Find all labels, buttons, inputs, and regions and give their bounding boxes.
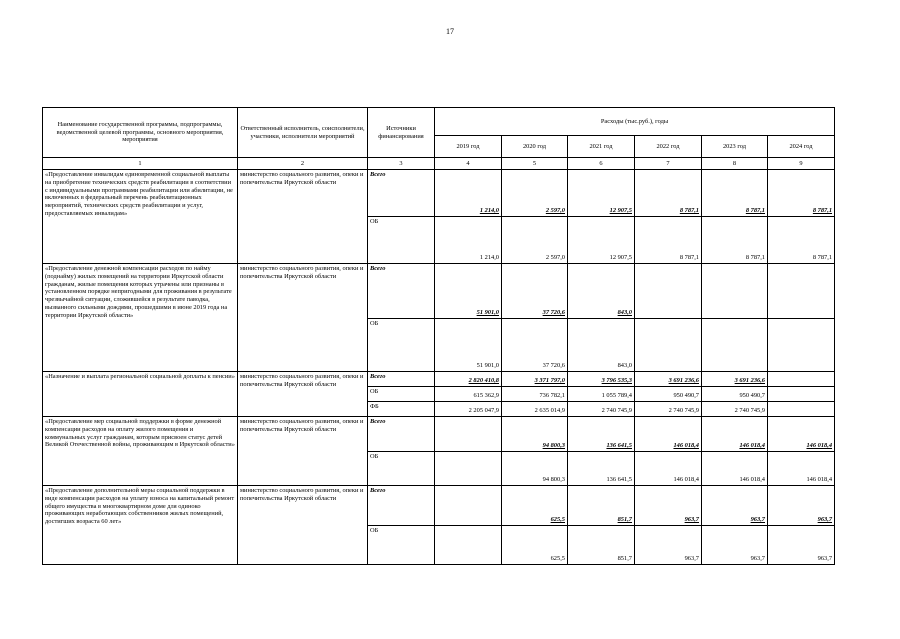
value-cell: 625,5 bbox=[502, 486, 568, 526]
value-cell bbox=[435, 526, 502, 565]
value-cell: 146 018,4 bbox=[768, 452, 835, 486]
value-cell: 2 740 745,9 bbox=[702, 402, 768, 417]
value-cell: 843,0 bbox=[568, 264, 635, 319]
value-cell: 146 018,4 bbox=[635, 417, 702, 452]
value-cell: 51 901,0 bbox=[435, 264, 502, 319]
value-cell bbox=[702, 319, 768, 372]
value-cell bbox=[768, 387, 835, 402]
value-cell bbox=[635, 264, 702, 319]
value-cell: 851,7 bbox=[568, 486, 635, 526]
funding-source: Всего bbox=[368, 417, 435, 452]
value-cell: 8 787,1 bbox=[702, 217, 768, 264]
value-cell: 8 787,1 bbox=[635, 217, 702, 264]
value-cell: 2 740 745,9 bbox=[568, 402, 635, 417]
value-cell: 736 782,1 bbox=[502, 387, 568, 402]
value-cell: 146 018,4 bbox=[702, 452, 768, 486]
activity-name: «Предоставление дополнительной меры социальной поддержки в виде компенсации расходов на уплату взноса на капитальный ремонт общего имущества в многоквартирном доме для одиноко проживающих неработающих собственников жилых помещений, достигших возраста 60 лет» bbox=[43, 486, 238, 565]
value-cell: 1 214,0 bbox=[435, 170, 502, 217]
funding-source: Всего bbox=[368, 372, 435, 387]
value-cell: 8 787,1 bbox=[768, 217, 835, 264]
value-cell: 2 597,0 bbox=[502, 217, 568, 264]
value-cell: 3 796 535,3 bbox=[568, 372, 635, 387]
activity-executor: министерство социального развития, опеки и попечительства Иркутской области bbox=[238, 170, 368, 264]
activity-executor: министерство социального развития, опеки и попечительства Иркутской области bbox=[238, 372, 368, 417]
value-cell: 963,7 bbox=[702, 526, 768, 565]
value-cell: 146 018,4 bbox=[702, 417, 768, 452]
column-number: 4 bbox=[435, 158, 502, 170]
column-number: 9 bbox=[768, 158, 835, 170]
value-cell: 950 490,7 bbox=[635, 387, 702, 402]
value-cell bbox=[435, 452, 502, 486]
value-cell: 136 641,5 bbox=[568, 452, 635, 486]
value-cell bbox=[435, 486, 502, 526]
value-cell: 851,7 bbox=[568, 526, 635, 565]
value-cell: 2 635 014,9 bbox=[502, 402, 568, 417]
header-source: Источники финансирования bbox=[368, 108, 435, 158]
budget-table bbox=[42, 107, 835, 565]
value-cell: 8 787,1 bbox=[768, 170, 835, 217]
activity-executor: министерство социального развития, опеки и попечительства Иркутской области bbox=[238, 264, 368, 372]
funding-source: ОБ bbox=[368, 319, 435, 372]
value-cell: 136 641,5 bbox=[568, 417, 635, 452]
value-cell: 1 214,0 bbox=[435, 217, 502, 264]
activity-executor: министерство социального развития, опеки и попечительства Иркутской области bbox=[238, 486, 368, 565]
value-cell: 950 490,7 bbox=[702, 387, 768, 402]
column-number: 6 bbox=[568, 158, 635, 170]
activity-name: «Предоставление мер социальной поддержки в форме денежной компенсации расходов на оплату жилого помещения и коммунальных услуг гражданам, которым присвоен статус детей Великой Отечественной войны, проживающим в Иркутской области» bbox=[43, 417, 238, 486]
value-cell: 2 820 410,8 bbox=[435, 372, 502, 387]
value-cell: 8 787,1 bbox=[635, 170, 702, 217]
funding-source: Всего bbox=[368, 486, 435, 526]
column-number: 5 bbox=[502, 158, 568, 170]
column-number: 2 bbox=[238, 158, 368, 170]
funding-source: Всего bbox=[368, 170, 435, 217]
funding-source: ОБ bbox=[368, 217, 435, 264]
header-year: 2022 год bbox=[635, 136, 702, 158]
funding-source: ОБ bbox=[368, 452, 435, 486]
value-cell bbox=[702, 264, 768, 319]
funding-source: ОБ bbox=[368, 387, 435, 402]
header-year: 2020 год bbox=[502, 136, 568, 158]
funding-source: ОБ bbox=[368, 526, 435, 565]
value-cell: 51 901,0 bbox=[435, 319, 502, 372]
header-year: 2021 год bbox=[568, 136, 635, 158]
funding-source: Всего bbox=[368, 264, 435, 319]
value-cell: 146 018,4 bbox=[768, 417, 835, 452]
header-year: 2024 год bbox=[768, 136, 835, 158]
value-cell: 3 691 236,6 bbox=[635, 372, 702, 387]
value-cell: 2 597,0 bbox=[502, 170, 568, 217]
value-cell: 12 907,5 bbox=[568, 170, 635, 217]
page-number: 17 bbox=[446, 27, 454, 36]
value-cell: 625,5 bbox=[502, 526, 568, 565]
column-number: 7 bbox=[635, 158, 702, 170]
column-number: 3 bbox=[368, 158, 435, 170]
header-program: Наименование государственной программы, подпрограммы, ведомственной целевой программы, основного мероприятия, мероприятия bbox=[43, 108, 238, 158]
value-cell: 963,7 bbox=[768, 486, 835, 526]
value-cell: 94 800,3 bbox=[502, 417, 568, 452]
value-cell: 843,0 bbox=[568, 319, 635, 372]
value-cell: 8 787,1 bbox=[702, 170, 768, 217]
header-executor: Ответственный исполнитель, соисполнители, участники, исполнители мероприятий bbox=[238, 108, 368, 158]
value-cell: 1 055 789,4 bbox=[568, 387, 635, 402]
value-cell bbox=[768, 372, 835, 387]
value-cell: 615 362,9 bbox=[435, 387, 502, 402]
value-cell bbox=[768, 319, 835, 372]
value-cell: 37 720,6 bbox=[502, 264, 568, 319]
value-cell: 12 907,5 bbox=[568, 217, 635, 264]
value-cell: 146 018,4 bbox=[635, 452, 702, 486]
column-number: 8 bbox=[702, 158, 768, 170]
activity-name: «Предоставление инвалидам единовременной социальной выплаты на приобретение технических средств реабилитации в соответствии с индивидуальными программами реабилитации или абилитации, не включенных в федеральный перечень реабилитационных мероприятий, технических средств реабилитации и услуг, предоставляемых инвалидам» bbox=[43, 170, 238, 264]
value-cell: 3 371 797,0 bbox=[502, 372, 568, 387]
value-cell: 37 720,6 bbox=[502, 319, 568, 372]
funding-source: ФБ bbox=[368, 402, 435, 417]
header-year: 2019 год bbox=[435, 136, 502, 158]
value-cell: 963,7 bbox=[635, 486, 702, 526]
column-number: 1 bbox=[43, 158, 238, 170]
activity-name: «Предоставление денежной компенсации расходов по найму (поднайму) жилых помещений на территории Иркутской области гражданам, жилые помещения которых утрачены или признаны в установленном порядке непригодными для проживания в результате чрезвычайной ситуации, сложившейся в результате паводка, вызванного сильными дождями, прошедшими в июне 2019 года на территории Иркутской области» bbox=[43, 264, 238, 372]
value-cell: 2 205 047,9 bbox=[435, 402, 502, 417]
value-cell bbox=[635, 319, 702, 372]
value-cell: 2 740 745,9 bbox=[635, 402, 702, 417]
header-expenses: Расходы (тыс.руб.), годы bbox=[435, 108, 835, 136]
value-cell: 3 691 236,6 bbox=[702, 372, 768, 387]
header-year: 2023 год bbox=[702, 136, 768, 158]
value-cell: 963,7 bbox=[635, 526, 702, 565]
activity-executor: министерство социального развития, опеки и попечительства Иркутской области bbox=[238, 417, 368, 486]
value-cell bbox=[768, 264, 835, 319]
value-cell: 963,7 bbox=[702, 486, 768, 526]
value-cell bbox=[435, 417, 502, 452]
value-cell bbox=[768, 402, 835, 417]
value-cell: 963,7 bbox=[768, 526, 835, 565]
value-cell: 94 800,3 bbox=[502, 452, 568, 486]
activity-name: «Назначение и выплата региональной социальной доплаты к пенсии» bbox=[43, 372, 238, 417]
